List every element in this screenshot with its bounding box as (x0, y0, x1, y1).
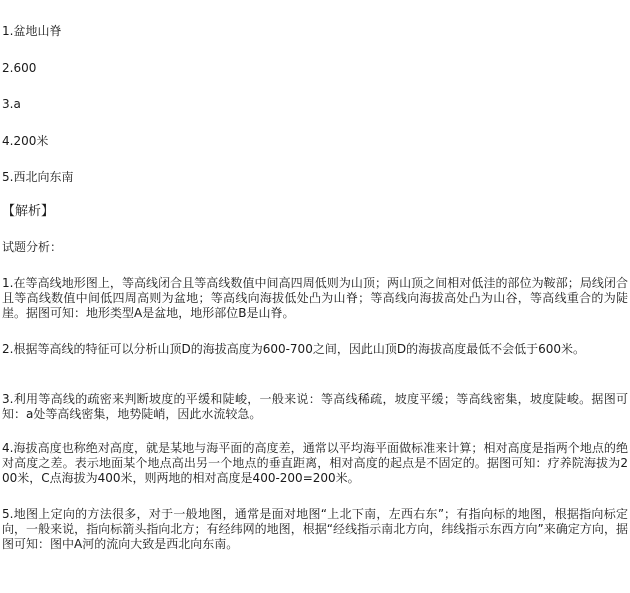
answer-2: 2.600 (2, 61, 37, 75)
explanation-3: 3.利用等高线的疏密来判断坡度的平缓和陡峻，一般来说：等高线稀疏，坡度平缓；等高线密集，坡度陡峻。据图可知：a处等高线密集，地势陡峭，因此水流较急。 (2, 392, 628, 421)
answer-5: 5.西北向东南 (2, 170, 74, 184)
explanation-5: 5.地图上定向的方法很多，对于一般地图，通常是面对地图“上北下南，左西右东”；有指向标的地图，根据指向标定向，一般来说，指向标箭头指向北方；有经纬网的地图，根据“经线指示南北方向，纬线指示东西方向”来确定方向，据图可知：图中A河的流向大致是西北向东南。 (2, 507, 628, 551)
explanation-2: 2.根据等高线的特征可以分析山顶D的海拔高度为600-700之间，因此山顶D的海拔高度最低不会低于600米。 (2, 342, 585, 356)
explanation-1: 1.在等高线地形图上，等高线闭合且等高线数值中间高四周低则为山顶；两山顶之间相对低洼的部位为鞍部；局线闭合且等高线数值中间低四周高则为盆地；等高线向海拔低处凸为山脊；等高线向海拔高处凸为山谷，等高线重合的为陡崖。据图可知：地形类型A是盆地，地形部位B是山脊。 (2, 276, 628, 320)
answer-4: 4.200米 (2, 134, 49, 148)
explanation-4: 4.海拔高度也称绝对高度，就是某地与海平面的高度差，通常以平均海平面做标准来计算；相对高度是指两个地点的绝对高度之差。表示地面某个地点高出另一个地点的垂直距离，相对高度的起点是不固定的。据图可知：疗养院海拔为200米，C点海拔为400米，则两地的相对高度是400-200=200米。 (2, 441, 628, 485)
analysis-intro: 试题分析： (2, 240, 63, 254)
answer-1: 1.盆地山脊 (2, 24, 62, 38)
analysis-heading: 【解析】 (2, 204, 55, 219)
answer-3: 3.a (2, 97, 21, 111)
